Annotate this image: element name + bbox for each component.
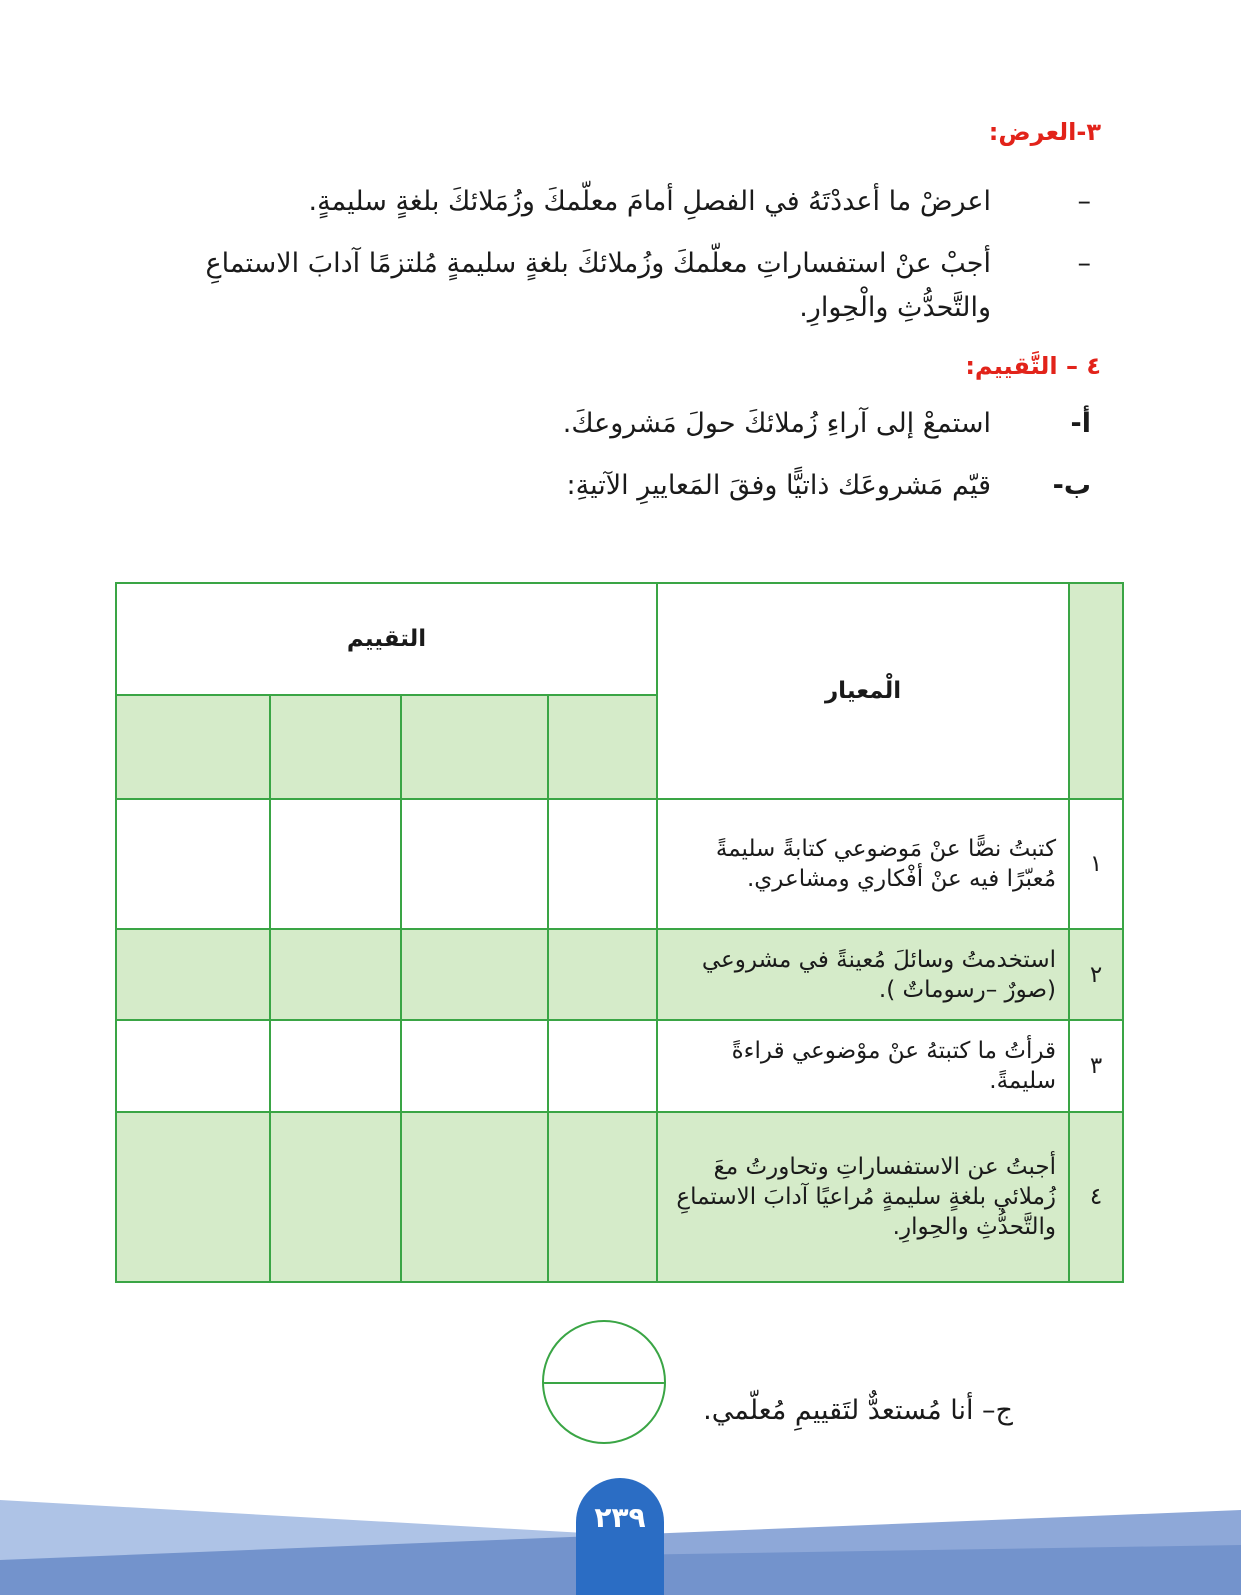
table-row xyxy=(116,929,1123,1020)
row-number: ٣ xyxy=(1069,1020,1123,1112)
item-text: أجبْ عنْ استفساراتِ معلّمكَ وزُملائكَ بلغةٍ سليمةٍ مُلتزمًا آدابَ الاستماعِ والتَّحدُّثِ والْحِوارِ. xyxy=(205,248,991,323)
rating-cell[interactable] xyxy=(401,1112,548,1282)
item-text: قيّم مَشروعَك ذاتيًّا وفقَ المَعاييرِ الآتيةِ: xyxy=(566,470,991,501)
row-number: ٢ xyxy=(1069,929,1123,1020)
rating-header-cell xyxy=(548,695,657,799)
rating-header-cell xyxy=(116,695,270,799)
rating-cell[interactable] xyxy=(270,799,401,929)
rating-cell[interactable] xyxy=(116,1112,270,1282)
criterion-header: الْمعيار xyxy=(657,583,1069,799)
rating-cell[interactable] xyxy=(401,929,548,1020)
evaluation-header: التقييم xyxy=(116,583,657,695)
section-4-item-b xyxy=(191,464,1091,508)
number-header-cell xyxy=(1069,583,1123,799)
teacher-evaluation-text: ج– أنا مُستعدٌّ لتَقييمِ مُعلّمي. xyxy=(703,1395,1013,1426)
criterion-text: أجبتُ عن الاستفساراتِ وتحاورتُ معَ زُملائي بلغةٍ سليمةٍ مُراعيًا آدابَ الاستماعِ والتَّحدُّثِ والحِوارِ. xyxy=(657,1112,1069,1282)
section-4-item-a xyxy=(191,402,1091,446)
rating-cell[interactable] xyxy=(270,1020,401,1112)
row-number: ١ xyxy=(1069,799,1123,929)
criterion-text: استخدمتُ وسائلَ مُعينةً في مشروعي (صورٌ –رسوماتٌ ). xyxy=(657,929,1069,1020)
rating-cell[interactable] xyxy=(116,929,270,1020)
rating-cell[interactable] xyxy=(116,799,270,929)
score-divider xyxy=(544,1382,664,1384)
rating-cell[interactable] xyxy=(401,799,548,929)
section-3-item-1 xyxy=(191,180,1091,224)
item-marker: أ- xyxy=(1070,408,1091,439)
rating-cell[interactable] xyxy=(401,1020,548,1112)
bullet-dash: – xyxy=(1077,186,1091,217)
row-number: ٤ xyxy=(1069,1112,1123,1282)
rating-header-cell xyxy=(270,695,401,799)
section-3-item-2 xyxy=(191,242,1091,330)
teacher-score-circle[interactable] xyxy=(542,1320,666,1444)
page-number: ٢٣٩ xyxy=(576,1478,664,1595)
evaluation-table xyxy=(115,582,1124,1283)
item-text: استمعْ إلى آراءِ زُملائكَ حولَ مَشروعكَ. xyxy=(562,408,991,439)
table-row xyxy=(116,799,1123,929)
rating-cell[interactable] xyxy=(548,799,657,929)
criterion-text: قرأتُ ما كتبتهُ عنْ موْضوعي قراءةً سليمةً. xyxy=(657,1020,1069,1112)
section-3-heading: ٣-العرض: xyxy=(988,118,1101,146)
bullet-dash: – xyxy=(1077,248,1091,279)
rating-cell[interactable] xyxy=(270,1112,401,1282)
item-marker: ب- xyxy=(1052,470,1091,501)
criterion-text: كتبتُ نصًّا عنْ مَوضوعي كتابةً سليمةً مُعبّرًا فيه عنْ أفْكاري ومشاعري. xyxy=(657,799,1069,929)
rating-cell[interactable] xyxy=(116,1020,270,1112)
rating-cell[interactable] xyxy=(270,929,401,1020)
rating-cell[interactable] xyxy=(548,1112,657,1282)
rating-cell[interactable] xyxy=(548,1020,657,1112)
table-row xyxy=(116,1112,1123,1282)
rating-cell[interactable] xyxy=(548,929,657,1020)
section-4-heading: ٤ – التَّقييم: xyxy=(965,352,1101,380)
rating-header-cell xyxy=(401,695,548,799)
table-row xyxy=(116,1020,1123,1112)
item-text: اعرضْ ما أعددْتَهُ في الفصلِ أمامَ معلّمكَ وزُمَلائكَ بلغةٍ سليمةٍ. xyxy=(308,186,991,217)
